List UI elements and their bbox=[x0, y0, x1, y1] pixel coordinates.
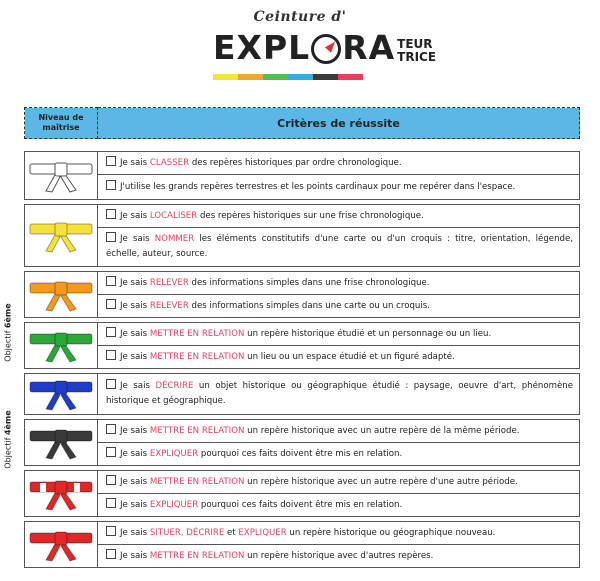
criterion-row bbox=[25, 346, 580, 369]
criterion-text: Je sais METTRE EN RELATION un repère historique étudié et un personnage ou un lieu. bbox=[98, 323, 580, 346]
checkbox[interactable] bbox=[106, 475, 116, 485]
criterion-text: J'utilise les grands repères terrestres et les points cardinaux pour me repérer dans l'espace. bbox=[98, 175, 580, 200]
criterion-row bbox=[25, 152, 580, 175]
checkbox[interactable] bbox=[106, 299, 116, 309]
objectif-6eme-label: Objectif 6ème bbox=[3, 303, 13, 362]
belt-cell bbox=[25, 205, 98, 267]
belt-cell bbox=[25, 272, 98, 318]
criterion-text: Je sais METTRE EN RELATION un repère historique avec un autre repère d'une autre période. bbox=[98, 471, 580, 494]
criterion-row bbox=[25, 545, 580, 568]
criterion-row bbox=[25, 272, 580, 295]
criteres-header: Critères de réussite bbox=[98, 108, 580, 139]
color-stripe bbox=[263, 74, 288, 80]
checkbox[interactable] bbox=[106, 424, 116, 434]
color-stripes bbox=[213, 74, 363, 80]
criterion-row bbox=[25, 205, 580, 228]
belt-cell bbox=[25, 471, 98, 517]
table-header-row bbox=[25, 108, 580, 139]
criterion-row bbox=[25, 175, 580, 200]
explorateur-logo bbox=[213, 28, 436, 68]
checkbox[interactable] bbox=[106, 549, 116, 559]
objectif-4eme-label: Objectif 4ème bbox=[3, 410, 13, 469]
criterion-row bbox=[25, 374, 580, 415]
logo-suffix-bottom: TRICE bbox=[397, 50, 437, 64]
criterion-row bbox=[25, 228, 580, 267]
belt-icon bbox=[26, 477, 96, 511]
logo-suffix-top: TEUR bbox=[397, 37, 433, 51]
checkbox[interactable] bbox=[106, 276, 116, 286]
belt-cell bbox=[25, 323, 98, 369]
criterion-text: Je sais RELEVER des informations simples dans une frise chronologique. bbox=[98, 272, 580, 295]
checkbox[interactable] bbox=[106, 498, 116, 508]
checkbox[interactable] bbox=[106, 180, 116, 190]
color-stripe bbox=[338, 74, 363, 80]
criterion-text: Je sais CLASSER des repères historiques par ordre chronologique. bbox=[98, 152, 580, 175]
criterion-row bbox=[25, 522, 580, 545]
belt-icon bbox=[26, 377, 96, 411]
belt-cell bbox=[25, 522, 98, 568]
niveau-header: Niveau de maîtrise bbox=[25, 108, 98, 139]
checkbox[interactable] bbox=[106, 379, 116, 389]
checkbox[interactable] bbox=[106, 350, 116, 360]
belt-icon bbox=[26, 219, 96, 253]
logo-text-left: EXPL bbox=[213, 28, 311, 67]
criteria-table bbox=[24, 107, 580, 568]
belt-cell bbox=[25, 374, 98, 415]
criterion-text: Je sais RELEVER des informations simples dans une carte ou un croquis. bbox=[98, 295, 580, 318]
criterion-row bbox=[25, 420, 580, 443]
criterion-text: Je sais METTRE EN RELATION un lieu ou un espace étudié et un figuré adapté. bbox=[98, 346, 580, 369]
color-stripe bbox=[238, 74, 263, 80]
criterion-text: Je sais DÉCRIRE un objet historique ou géographique étudié : paysage, oeuvre d'art, phénomène historique et géographique. bbox=[98, 374, 580, 415]
checkbox[interactable] bbox=[106, 327, 116, 337]
logo-text-right: RA bbox=[342, 28, 396, 67]
criterion-text: Je sais NOMMER les éléments constitutifs d'une carte ou d'un croquis : titre, orientation, légende, échelle, auteur, source. bbox=[98, 228, 580, 267]
belt-icon bbox=[26, 426, 96, 460]
color-stripe bbox=[313, 74, 338, 80]
criterion-text: Je sais EXPLIQUER pourquoi ces faits doivent être mis en relation. bbox=[98, 443, 580, 466]
ceinture-title: Ceinture d' bbox=[253, 9, 347, 25]
belt-cell bbox=[25, 420, 98, 466]
checkbox[interactable] bbox=[106, 526, 116, 536]
criterion-row bbox=[25, 471, 580, 494]
header bbox=[0, 0, 600, 95]
color-stripe bbox=[288, 74, 313, 80]
compass-icon bbox=[311, 34, 341, 64]
criterion-row bbox=[25, 494, 580, 517]
criterion-row bbox=[25, 295, 580, 318]
checkbox[interactable] bbox=[106, 232, 116, 242]
logo-suffix bbox=[397, 38, 436, 64]
criterion-text: Je sais EXPLIQUER pourquoi ces faits doivent être mis en relation. bbox=[98, 494, 580, 517]
color-stripe bbox=[213, 74, 238, 80]
criterion-text: Je sais SITUER, DÉCRIRE et EXPLIQUER un repère historique ou géographique nouveau. bbox=[98, 522, 580, 545]
checkbox[interactable] bbox=[106, 156, 116, 166]
checkbox[interactable] bbox=[106, 447, 116, 457]
criterion-row bbox=[25, 323, 580, 346]
checkbox[interactable] bbox=[106, 209, 116, 219]
criterion-text: Je sais METTRE EN RELATION un repère historique avec un autre repère de la même période. bbox=[98, 420, 580, 443]
criterion-text: Je sais METTRE EN RELATION un repère historique avec d'autres repères. bbox=[98, 545, 580, 568]
belt-icon bbox=[26, 278, 96, 312]
belt-cell bbox=[25, 152, 98, 200]
criterion-row bbox=[25, 443, 580, 466]
belt-icon bbox=[26, 329, 96, 363]
belt-icon bbox=[26, 528, 96, 562]
criterion-text: Je sais LOCALISER des repères historiques sur une frise chronologique. bbox=[98, 205, 580, 228]
belt-icon bbox=[26, 159, 96, 193]
